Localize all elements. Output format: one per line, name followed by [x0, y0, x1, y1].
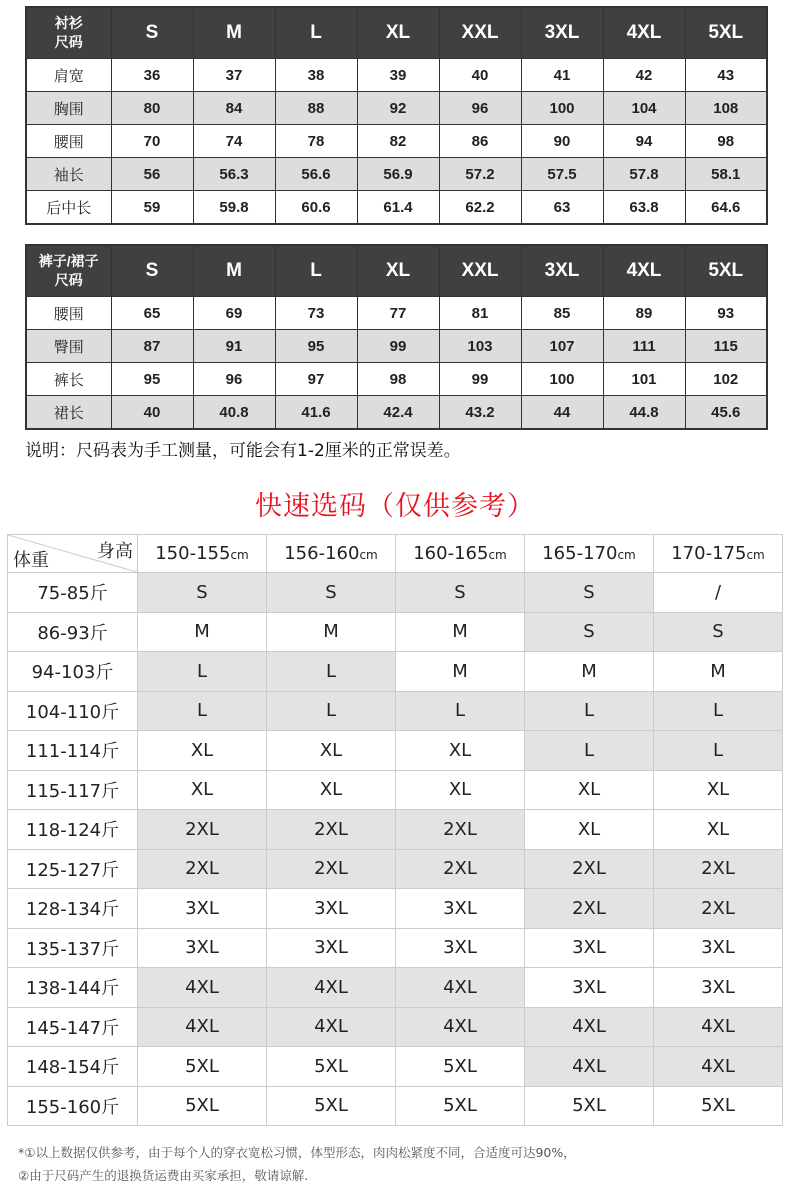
- shirt-cell: 56.6: [275, 158, 357, 191]
- shirt-cell: 64.6: [685, 191, 767, 225]
- pants-cell: 89: [603, 297, 685, 330]
- quick-corner-cell: [8, 535, 138, 573]
- recommended-size-cell: 5XL: [654, 1086, 783, 1126]
- weight-range-label: 118-124斤: [8, 810, 138, 850]
- recommended-size-cell: 4XL: [267, 1007, 396, 1047]
- recommended-size-cell: 4XL: [396, 1007, 525, 1047]
- shirt-size-header: S: [111, 7, 193, 59]
- shirt-cell: 41: [521, 59, 603, 92]
- shirt-cell: 37: [193, 59, 275, 92]
- shirt-cell: 59.8: [193, 191, 275, 225]
- recommended-size-cell: L: [138, 691, 267, 731]
- recommended-size-cell: 3XL: [525, 968, 654, 1008]
- recommended-size-cell: 3XL: [396, 928, 525, 968]
- pants-cell: 87: [111, 330, 193, 363]
- recommended-size-cell: 3XL: [267, 928, 396, 968]
- shirt-cell: 100: [521, 92, 603, 125]
- pants-cell: 115: [685, 330, 767, 363]
- height-axis-label: 身高: [97, 541, 133, 562]
- recommended-size-cell: L: [525, 731, 654, 771]
- shirt-cell: 78: [275, 125, 357, 158]
- height-range-header: 170-175cm: [654, 535, 783, 573]
- recommended-size-cell: L: [654, 731, 783, 771]
- recommended-size-cell: L: [525, 691, 654, 731]
- shirt-cell: 80: [111, 92, 193, 125]
- quick-row: [8, 573, 783, 613]
- shirt-cell: 92: [357, 92, 439, 125]
- pants-header-row: [26, 245, 767, 297]
- quick-row: [8, 968, 783, 1008]
- quick-row: [8, 612, 783, 652]
- pants-cell: 85: [521, 297, 603, 330]
- shirt-cell: 104: [603, 92, 685, 125]
- recommended-size-cell: 2XL: [525, 889, 654, 929]
- pants-cell: 45.6: [685, 396, 767, 430]
- pants-cell: 42.4: [357, 396, 439, 430]
- shirt-cell: 61.4: [357, 191, 439, 225]
- shirt-row-label: 后中长: [26, 191, 111, 225]
- recommended-size-cell: 3XL: [138, 889, 267, 929]
- weight-range-label: 145-147斤: [8, 1007, 138, 1047]
- recommended-size-cell: XL: [525, 770, 654, 810]
- pants-cell: 40: [111, 396, 193, 430]
- pants-cell: 98: [357, 363, 439, 396]
- recommended-size-cell: XL: [267, 770, 396, 810]
- weight-range-label: 75-85斤: [8, 573, 138, 613]
- shirt-cell: 90: [521, 125, 603, 158]
- shirt-row: [26, 92, 767, 125]
- recommended-size-cell: XL: [267, 731, 396, 771]
- pants-corner-sublabel: 尺码: [54, 272, 83, 288]
- recommended-size-cell: L: [267, 652, 396, 692]
- quick-select-title: 快速选码（仅供参考）: [255, 491, 535, 522]
- quick-row: [8, 889, 783, 929]
- shirt-row-label: 腰围: [26, 125, 111, 158]
- shirt-cell: 63: [521, 191, 603, 225]
- shirt-cell: 58.1: [685, 158, 767, 191]
- recommended-size-cell: 4XL: [396, 968, 525, 1008]
- pants-cell: 99: [357, 330, 439, 363]
- quick-row: [8, 810, 783, 850]
- quick-row: [8, 691, 783, 731]
- recommended-size-cell: L: [654, 691, 783, 731]
- shirt-cell: 96: [439, 92, 521, 125]
- weight-range-label: 125-127斤: [8, 849, 138, 889]
- pants-cell: 95: [111, 363, 193, 396]
- shirt-cell: 42: [603, 59, 685, 92]
- pants-row: [26, 297, 767, 330]
- recommended-size-cell: L: [267, 691, 396, 731]
- recommended-size-cell: XL: [138, 731, 267, 771]
- pants-cell: 44.8: [603, 396, 685, 430]
- pants-cell: 99: [439, 363, 521, 396]
- recommended-size-cell: S: [525, 573, 654, 613]
- height-range-header: 160-165cm: [396, 535, 525, 573]
- pants-cell: 40.8: [193, 396, 275, 430]
- recommended-size-cell: 2XL: [654, 849, 783, 889]
- pants-size-header: L: [275, 245, 357, 297]
- shirt-size-header: 3XL: [521, 7, 603, 59]
- pants-cell: 91: [193, 330, 275, 363]
- pants-size-table: [25, 244, 768, 430]
- pants-cell: 107: [521, 330, 603, 363]
- weight-range-label: 155-160斤: [8, 1086, 138, 1126]
- weight-range-label: 111-114斤: [8, 731, 138, 771]
- shirt-row: [26, 125, 767, 158]
- pants-size-header: M: [193, 245, 275, 297]
- recommended-size-cell: 5XL: [267, 1086, 396, 1126]
- recommended-size-cell: 2XL: [654, 889, 783, 929]
- pants-size-header: 4XL: [603, 245, 685, 297]
- shirt-cell: 40: [439, 59, 521, 92]
- pants-cell: 93: [685, 297, 767, 330]
- pants-corner-label: 裤子/裙子: [38, 253, 99, 269]
- shirt-cell: 94: [603, 125, 685, 158]
- pants-cell: 73: [275, 297, 357, 330]
- measurement-note: 说明：尺码表为手工测量，可能会有1-2厘米的正常误差。: [25, 441, 461, 461]
- pants-size-header: 5XL: [685, 245, 767, 297]
- pants-row: [26, 363, 767, 396]
- recommended-size-cell: M: [396, 612, 525, 652]
- shirt-size-header: XL: [357, 7, 439, 59]
- pants-cell: 77: [357, 297, 439, 330]
- recommended-size-cell: 3XL: [525, 928, 654, 968]
- weight-range-label: 138-144斤: [8, 968, 138, 1008]
- shirt-cell: 63.8: [603, 191, 685, 225]
- pants-cell: 65: [111, 297, 193, 330]
- recommended-size-cell: 2XL: [525, 849, 654, 889]
- height-range-header: 165-170cm: [525, 535, 654, 573]
- recommended-size-cell: 4XL: [267, 968, 396, 1008]
- shirt-corner-label: 衬衫: [54, 15, 83, 31]
- shirt-corner-cell: [26, 7, 111, 59]
- recommended-size-cell: /: [654, 573, 783, 613]
- pants-size-header: XXL: [439, 245, 521, 297]
- recommended-size-cell: 4XL: [525, 1007, 654, 1047]
- recommended-size-cell: XL: [396, 731, 525, 771]
- shirt-size-table: [25, 6, 768, 225]
- pants-row-label: 裙长: [26, 396, 111, 430]
- recommended-size-cell: 5XL: [396, 1047, 525, 1087]
- weight-axis-label: 体重: [13, 550, 49, 571]
- recommended-size-cell: S: [396, 573, 525, 613]
- pants-cell: 100: [521, 363, 603, 396]
- recommended-size-cell: XL: [654, 810, 783, 850]
- pants-row-label: 腰围: [26, 297, 111, 330]
- recommended-size-cell: 3XL: [396, 889, 525, 929]
- quick-row: [8, 652, 783, 692]
- quick-row: [8, 1007, 783, 1047]
- shirt-corner-sublabel: 尺码: [54, 34, 83, 50]
- pants-cell: 103: [439, 330, 521, 363]
- pants-cell: 43.2: [439, 396, 521, 430]
- recommended-size-cell: S: [138, 573, 267, 613]
- shirt-cell: 70: [111, 125, 193, 158]
- pants-row-label: 裤长: [26, 363, 111, 396]
- recommended-size-cell: 4XL: [654, 1047, 783, 1087]
- pants-size-header: S: [111, 245, 193, 297]
- shirt-cell: 86: [439, 125, 521, 158]
- recommended-size-cell: M: [396, 652, 525, 692]
- quick-row: [8, 770, 783, 810]
- shirt-cell: 43: [685, 59, 767, 92]
- recommended-size-cell: 2XL: [138, 849, 267, 889]
- recommended-size-cell: 2XL: [138, 810, 267, 850]
- shirt-cell: 98: [685, 125, 767, 158]
- recommended-size-cell: L: [396, 691, 525, 731]
- shirt-cell: 56.3: [193, 158, 275, 191]
- pants-cell: 96: [193, 363, 275, 396]
- shirt-header-row: [26, 7, 767, 59]
- weight-range-label: 135-137斤: [8, 928, 138, 968]
- shirt-cell: 88: [275, 92, 357, 125]
- footnote-shipping: ②由于尺码产生的退换货运费由买家承担，敬请谅解.: [18, 1168, 309, 1183]
- shirt-cell: 84: [193, 92, 275, 125]
- shirt-cell: 38: [275, 59, 357, 92]
- recommended-size-cell: M: [525, 652, 654, 692]
- recommended-size-cell: XL: [138, 770, 267, 810]
- shirt-cell: 39: [357, 59, 439, 92]
- recommended-size-cell: XL: [525, 810, 654, 850]
- weight-range-label: 94-103斤: [8, 652, 138, 692]
- shirt-cell: 36: [111, 59, 193, 92]
- quick-row: [8, 1086, 783, 1126]
- quick-row: [8, 928, 783, 968]
- shirt-cell: 59: [111, 191, 193, 225]
- quick-header-row: [8, 535, 783, 573]
- recommended-size-cell: 3XL: [654, 968, 783, 1008]
- recommended-size-cell: 5XL: [138, 1086, 267, 1126]
- pants-size-header: 3XL: [521, 245, 603, 297]
- pants-cell: 44: [521, 396, 603, 430]
- shirt-cell: 60.6: [275, 191, 357, 225]
- recommended-size-cell: M: [138, 612, 267, 652]
- shirt-size-header: 5XL: [685, 7, 767, 59]
- recommended-size-cell: XL: [396, 770, 525, 810]
- recommended-size-cell: M: [267, 612, 396, 652]
- recommended-size-cell: 5XL: [138, 1047, 267, 1087]
- weight-range-label: 104-110斤: [8, 691, 138, 731]
- pants-corner-cell: [26, 245, 111, 297]
- shirt-cell: 74: [193, 125, 275, 158]
- recommended-size-cell: S: [267, 573, 396, 613]
- shirt-cell: 57.5: [521, 158, 603, 191]
- height-range-header: 156-160cm: [267, 535, 396, 573]
- pants-cell: 102: [685, 363, 767, 396]
- shirt-cell: 56.9: [357, 158, 439, 191]
- shirt-cell: 57.8: [603, 158, 685, 191]
- recommended-size-cell: 4XL: [525, 1047, 654, 1087]
- recommended-size-cell: 3XL: [267, 889, 396, 929]
- shirt-cell: 57.2: [439, 158, 521, 191]
- recommended-size-cell: 5XL: [525, 1086, 654, 1126]
- weight-range-label: 115-117斤: [8, 770, 138, 810]
- recommended-size-cell: 3XL: [654, 928, 783, 968]
- pants-size-header: XL: [357, 245, 439, 297]
- recommended-size-cell: 3XL: [138, 928, 267, 968]
- shirt-cell: 56: [111, 158, 193, 191]
- shirt-row-label: 袖长: [26, 158, 111, 191]
- shirt-size-header: XXL: [439, 7, 521, 59]
- shirt-row-label: 肩宽: [26, 59, 111, 92]
- pants-row-label: 臀围: [26, 330, 111, 363]
- shirt-cell: 108: [685, 92, 767, 125]
- recommended-size-cell: S: [525, 612, 654, 652]
- shirt-row-label: 胸围: [26, 92, 111, 125]
- recommended-size-cell: XL: [654, 770, 783, 810]
- quick-row: [8, 1047, 783, 1087]
- recommended-size-cell: S: [654, 612, 783, 652]
- pants-cell: 69: [193, 297, 275, 330]
- shirt-cell: 62.2: [439, 191, 521, 225]
- pants-cell: 95: [275, 330, 357, 363]
- shirt-row: [26, 191, 767, 225]
- footnote-disclaimer: *①以上数据仅供参考，由于每个人的穿衣宽松习惯，体型形态，肉肉松紧度不同，合适度可达90%，: [18, 1145, 576, 1160]
- recommended-size-cell: M: [654, 652, 783, 692]
- recommended-size-cell: 2XL: [267, 810, 396, 850]
- pants-cell: 97: [275, 363, 357, 396]
- shirt-row: [26, 59, 767, 92]
- pants-cell: 111: [603, 330, 685, 363]
- quick-row: [8, 731, 783, 771]
- recommended-size-cell: L: [138, 652, 267, 692]
- height-range-header: 150-155cm: [138, 535, 267, 573]
- recommended-size-cell: 4XL: [138, 1007, 267, 1047]
- weight-range-label: 86-93斤: [8, 612, 138, 652]
- recommended-size-cell: 5XL: [267, 1047, 396, 1087]
- recommended-size-cell: 2XL: [396, 810, 525, 850]
- weight-range-label: 128-134斤: [8, 889, 138, 929]
- shirt-size-header: 4XL: [603, 7, 685, 59]
- recommended-size-cell: 5XL: [396, 1086, 525, 1126]
- recommended-size-cell: 2XL: [267, 849, 396, 889]
- pants-row: [26, 330, 767, 363]
- pants-row: [26, 396, 767, 430]
- pants-cell: 81: [439, 297, 521, 330]
- shirt-size-header: L: [275, 7, 357, 59]
- pants-cell: 101: [603, 363, 685, 396]
- quick-row: [8, 849, 783, 889]
- shirt-size-header: M: [193, 7, 275, 59]
- shirt-cell: 82: [357, 125, 439, 158]
- recommended-size-cell: 2XL: [396, 849, 525, 889]
- recommended-size-cell: 4XL: [654, 1007, 783, 1047]
- pants-cell: 41.6: [275, 396, 357, 430]
- shirt-row: [26, 158, 767, 191]
- weight-range-label: 148-154斤: [8, 1047, 138, 1087]
- recommended-size-cell: 4XL: [138, 968, 267, 1008]
- quick-select-table: [7, 534, 783, 1126]
